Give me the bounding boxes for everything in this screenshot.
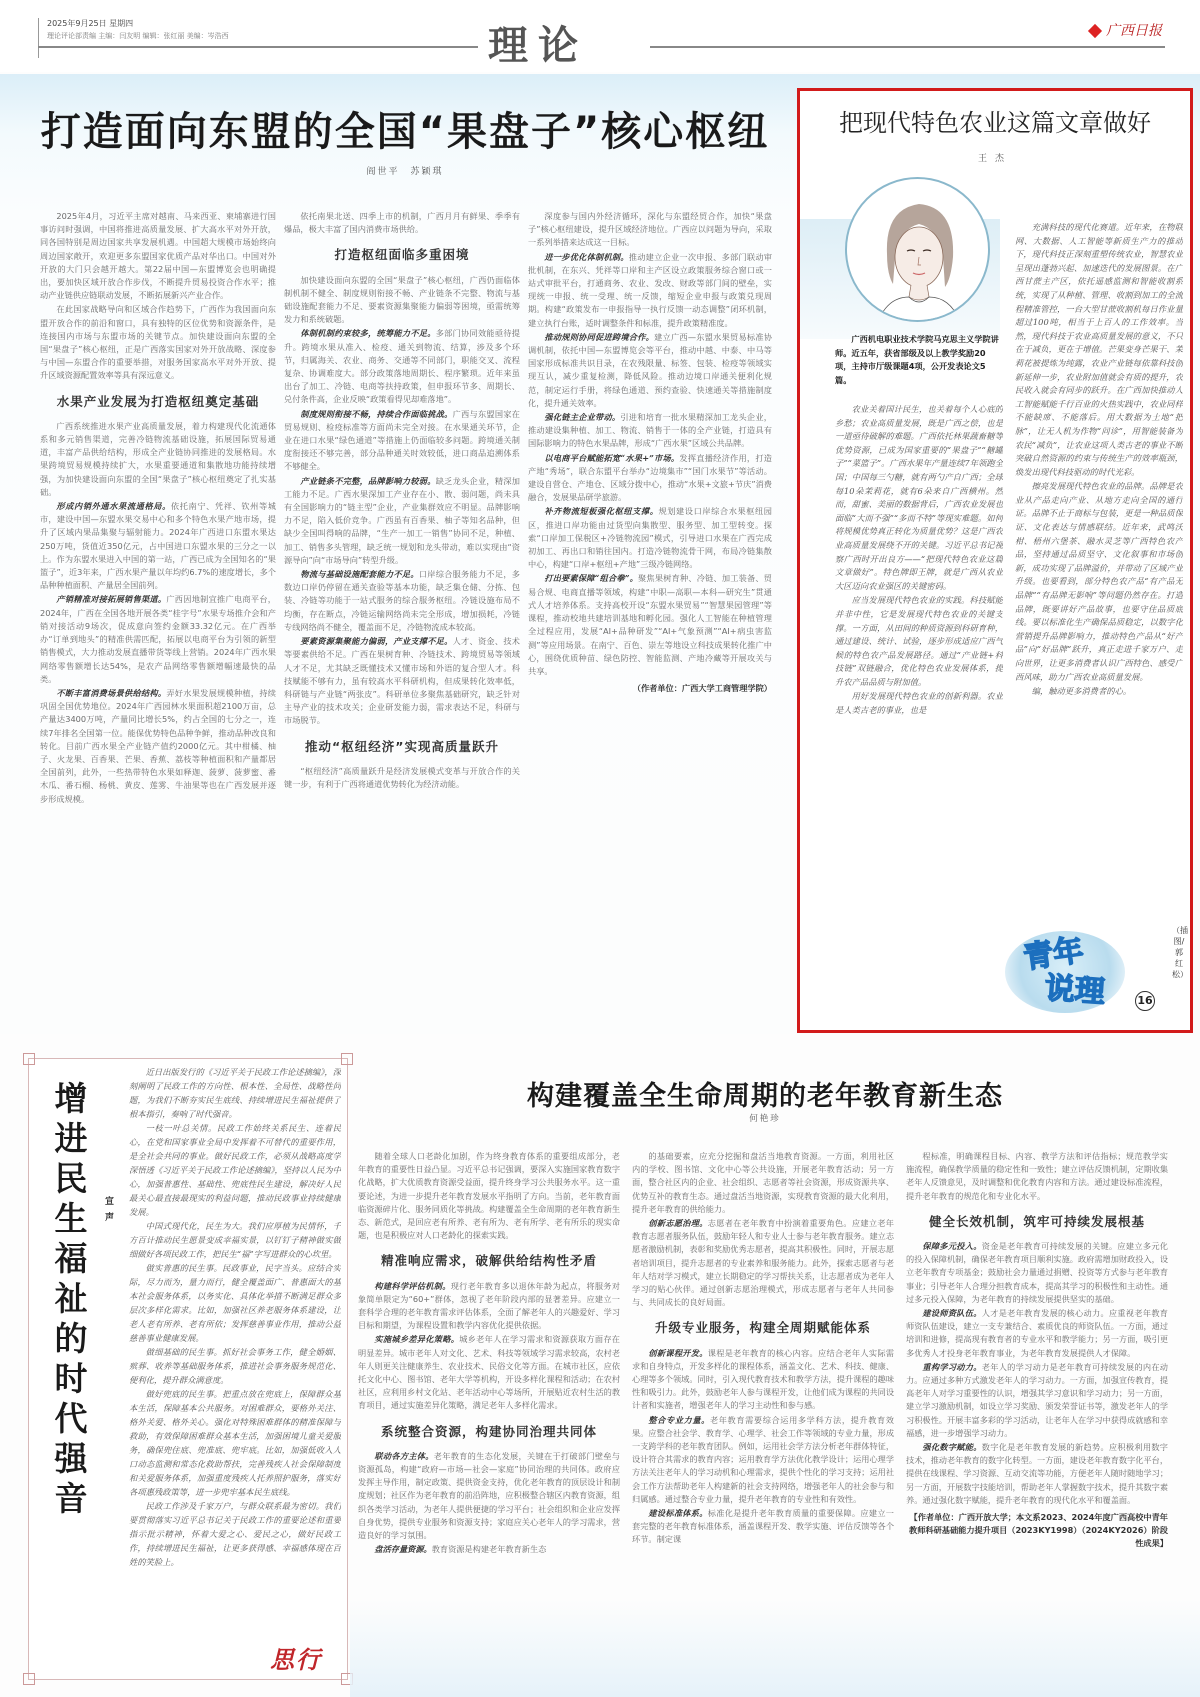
paragraph-text: 标准化是提升老年教育质量的重要保障。应建立一套完整的老年教育标准体系，涵盖课程开发、教学实施、评估反馈等各个环节。制定课 [632, 1508, 894, 1545]
bottom-article-column-3 [906, 1150, 1168, 1690]
newspaper-logo [1090, 20, 1162, 40]
paragraph [528, 572, 772, 678]
paragraph-text: 老年教育需要综合运用多学科方法，提升教育效果。应整合社会学、教育学、心理学、社会工作等领域的专业力量，形成一支跨学科的老年教育团队。例如，运用社会学方法分析老年群体特征，设计符合其需求的教育内容；运用教育学方法优化教学设计；运用心理学方法关注老年人的学习动机和心理需求，提供个性化的学习支持；运用社会工作方法帮助老年人构建新的社会支持网络，增强老年人的社会参与和归属感。通过整合专业力量，提升老年教育的专业性和有效性。 [632, 1414, 894, 1504]
paragraph: 做好兜底的民生事。把重点放在兜底上，保障群众基本生活，保障基本公共服务。对困难群众，要格外关注、格外关爱、格外关心。强化对特殊困难群体的精准保障与救助，有效保障困难群众基本生活，加强困境儿童关爱服务，确保兜住底、兜准底、兜牢底。比如，加强低收入人口动态监测和常态化救助帮扶，完善残疾人社会保障制度和关爱服务体系，加强重度残疾人托养照护服务，落实好各项惠残政策等，进一步兜牢基本民生底线。 [129, 1389, 341, 1497]
paragraph-lead: 以电商平台赋能拓宽“水果+”市场。 [544, 452, 680, 463]
frame-corner-icon [23, 1053, 35, 1065]
author-portrait [845, 177, 990, 322]
paragraph-text: 聚焦果树育种、冷链、加工装备、贸易合规、电商直播等领域，构建“中职—高职—本科—研究生”贯通式人才培养体系。支持高校开设“东盟水果贸易”“智慧果园管理”等课程，推动校地共建培训基地和孵化园。强化人工智能在种植管理全过程应用，发展“AI+品种研发”“AI+气象预测”“AI+病虫害监测”等应用场景。在南宁、百色、崇左等地设立科技成果转化推广中心，围绕优质种苗、绿色防控、智能监测、产地冷藏等开展攻关与共享。 [528, 573, 772, 676]
paragraph-lead: 制度规则衔接不畅，持续合作面临挑战。 [300, 408, 453, 419]
paragraph [358, 1280, 620, 1333]
masthead [0, 0, 1200, 72]
bottom-article-column-1 [358, 1150, 620, 1690]
masthead-rule-left [38, 46, 478, 48]
paragraph [835, 690, 1003, 717]
bottom-article-byline: 何艳珍 [749, 1114, 781, 1124]
section-subheading: 打造枢纽面临多重困境 [334, 247, 470, 263]
illustration-credit: （插图/郭红松） [1172, 926, 1188, 979]
paragraph-lead: 推动规则协同促进跨境合作。 [544, 331, 655, 342]
paragraph-text: 广西系统推进水果产业高质量发展，着力构建现代化流通体系和多元销售渠道，完善冷链物流基础设施，拓展国际贸易通道，丰富产品供给结构，形成全产业链协同推进的发展格局。水果跨境贸易规模持续扩大，水果重要通道和集散地功能持续增强，为加快建设面向东盟的全国“果盘子”核心枢纽奠定了扎实基础。 [40, 420, 276, 497]
editorial-staff: 理论评论部责编 主编：闫友明 编辑：张红丽 美编：岑浩西 [47, 32, 229, 40]
paragraph-text: 人才、资金、技术等要素供给不足。广西在果树育种、冷链技术、跨境贸易等领域人才不足，尤其缺乏既懂技术又懂市场和外语的复合型人才。科技赋能不够有力，虽有较高水平科研机构，但成果转化效率低，科研链与产业链“两张皮”。科研单位多聚焦基础研究，缺乏针对主导产业的技术攻关；企业研发能力弱，需求表达不足，科研与市场脱节。 [284, 636, 520, 726]
paragraph-text: 2025年4月，习近平主席对越南、马来西亚、柬埔寨进行国事访问时强调，中国将推进高质量发展、扩大高水平对外开放，同各国特别是周边国家共享发展机遇。中国超大规模市场始终向周边国家敞开，欢迎更多东盟国家优质产品对华出口。中国对外开放的大门只会越开越大。第22届中国—东盟博览会也明确提出，要加快区域开放合作步伐，不断提升贸易投资合作水平；推动产业链供应链联动发展，不断拓展新兴产业合作。 [40, 211, 276, 301]
frame-corner-icon [341, 1053, 353, 1065]
paragraph-lead: 产销精准对接拓展销售渠道。 [56, 594, 167, 605]
paragraph: 中国式现代化，民生为大。我们应厚植为民情怀，千方百计推动民生愿景变成幸福实景，以钉钉子精神做实做细做好各项民政工作，把民生“福”字写进群众的心坎里。 [129, 1221, 341, 1259]
paragraph [632, 1414, 894, 1506]
paragraph-text: 深度参与国内外经济循环，深化与东盟经贸合作，加快“果盘子”核心枢纽建设，提升区域经济地位。广西应以问题为导向，采取一系列举措来达成这一目标。 [528, 211, 772, 248]
paragraph [358, 1333, 620, 1412]
paragraph [358, 1450, 620, 1542]
paragraph-text: 现行老年教育多以退休年龄为起点，将服务对象简单限定为“60+”群体，忽视了老年阶段内部的显著差异。应建立一套科学合理的老年教育需求评估体系，全面了解老年人的兴趣爱好、学习目标和期望，为课程设置和教学内容优化提供依据。 [358, 1280, 620, 1331]
lead-article-byline: 阎世平 苏颖琪 [366, 167, 444, 177]
paragraph-text: 的基础要素，应充分挖掘和盘活当地教育资源。一方面，利用社区内的学校、图书馆、文化中心等公共设施，开展老年教育活动；另一方面，整合社区内的企业、社会组织、志愿者等社会资源，形成资源共享、优势互补的教育生态。通过盘活当地资源，实现教育资源的最大化利用，提升老年教育的供给能力。 [632, 1151, 894, 1214]
diamond-logo-icon [1088, 24, 1102, 38]
paragraph [284, 635, 520, 727]
paragraph-lead: 盘活存量资源。 [374, 1544, 432, 1555]
paragraph [632, 1217, 894, 1309]
paragraph-text: 弄好水果发展规模种植，持续巩固全国优势地位。2024年广西园林水果面积超2100万亩，总产量达3400万吨，产量同比增长5%，约占全国的七分之一，连续7年排名全国第一位。能保优势特色品种争鲜，推动品种改良和转化。目前广西水果全产业链产值约2000亿元。其中柑橘、柚子、火龙果、百香果、芒果、香蕉、荔枝等种植面积和产量都居全国前列，此外，一些热带特色水果如释迦、菠萝、菠萝蜜、番木瓜、番石榴、杨桃、黄皮、莲雾、牛油果等也在广西发展并逐步形成规模。 [40, 687, 276, 804]
paragraph [906, 1240, 1168, 1306]
paragraph [40, 420, 276, 499]
paragraph [906, 1307, 1168, 1360]
paragraph-lead: 不断丰富消费场景供给结构。 [56, 687, 167, 698]
series-number: 16 [1135, 991, 1155, 1011]
paragraph: 一枝一叶总关情。民政工作始终关系民生、连着民心，在党和国家事业全局中发挥着不可替代的重要作用，是全社会共同的事业。做好民政工作，必须从战略高度学深悟透《习近平关于民政工作论述摘编》，坚持以人民为中心，加强普惠性、基础性、兜底性民生建设，解决好人民最关心最直接最现实的利益问题，推动民政事业持续健康发展。 [129, 1123, 341, 1217]
paragraph [632, 1347, 894, 1413]
paragraph-lead: 创新课程开发。 [648, 1347, 708, 1358]
author-bio: 广西机电职业技术学院马克思主义学院讲师。近五年，获省部级及以上教学奖励20项，主持市厅级课题4项，公开发表论文5篇。 [835, 334, 999, 385]
paragraph-lead: 创新志愿治理。 [648, 1218, 708, 1229]
paragraph-lead: 构建科学评估机制。 [374, 1280, 451, 1291]
paragraph-text: 推动建立企业一次申报、多部门联动审批机制，在东兴、凭祥等口岸和主产区设立政策服务综合窗口或一站式审批平台，打通商务、农业、发改、财政等部门间的壁垒，实现统一申报、统一受理、统一反馈，缩短企业申报与政策兑现周期。构建“政策发布一申报指导一执行反馈一动态调整”闭环机制，建立执行台账，适时调整条件和标准，提升政策精准度。 [528, 251, 772, 328]
featured-column-box [797, 88, 1193, 1033]
paragraph-lead: 打出要素保障“组合拳”。 [544, 573, 639, 584]
paragraph [284, 210, 520, 236]
paragraph-text: 发挥直播经济作用，打造产地“秀场”，联合东盟平台举办“边境集市”“国门水果节”等活动。建设自营仓、产地仓、区域分拨中心，推动“水果+文旅+节庆”消费融合，发展果品研学旅游。 [528, 452, 772, 503]
author-affiliation: （作者单位：广西大学工商管理学院） [632, 683, 772, 694]
paragraph-text: 应当发展现代特色农业的实践。科技赋能并非中性，它是发展现代特色农业的关键支撑。一方面，从田间的种质资源到科研育种，通过建设、统计、试验，逐步形成适应广西气候的特色农产品发展路径。通过“产业链+科技链”双链融合，优化特色农业发展体系，提升农产品品质与附加值。 [835, 595, 1003, 687]
paragraph-text: 编，触动更多消费者的心。 [1031, 686, 1132, 697]
badge-text-line-1: 青年 [1021, 932, 1086, 976]
paragraph: 近日出版发行的《习近平关于民政工作论述摘编》，深刻阐明了民政工作的方向性、根本性、全局性、战略性问题，为我们不断夯实民生底线、持续增进民生福祉提供了根本指引，奏响了时代强音。 [129, 1067, 341, 1119]
section-subheading: 健全长效机制，筑牢可持续发展根基 [928, 1213, 1145, 1229]
paragraph [906, 1150, 1168, 1203]
commentary-body [129, 1065, 341, 1665]
paragraph [40, 687, 276, 806]
paragraph-lead: 联动各方主体。 [374, 1450, 434, 1461]
paragraph-lead: 保障多元投入。 [922, 1241, 982, 1252]
paragraph-text: 依托南果北送、四季上市的机制，广西月月有鲜果、季季有爆品，极大丰富了国内消费市场供给。 [284, 211, 520, 235]
paragraph: 做实普惠的民生事。民政事业，民字当头。应结合实际，尽力而为，量力而行，健全覆盖面广、普惠面大的基本社会服务体系，以务实化、具体化举措不断满足群众多层次多样化需求。比如，加强社区养老服务体系建设，让老人老有所养、老有所依；发挥慈善事业作用，推动公益慈善事业健康发展。 [129, 1263, 341, 1343]
paragraph-text: 广西因地制宜推广电商平台，2024年，广西在全国各地开展各类“桂字号”水果专场推介会和产销对接活动9场次，促成意向签约金额33.32亿元。在广西举办“订单到地头”的精准供需匹配，拓展以电商平台为引领的新型销售模式，大力推动发展直播带货等线上营销。2024年广西水果网络零售额增长达54%，是农产品网络零售额增幅速最快的品类。 [40, 594, 276, 684]
paragraph-text: 建立广西—东盟水果贸易标准协调机制，依托中国—东盟博览会等平台，推动中越、中泰、中马等国家形成标准共识目录，在农残限量、标签、包装、检疫等领域实现互认，减少重复检测，降低风险。推动边境口岸通关便利化规范，制定运行手册，将绿色通道、预约查验、快速通关等措施制度化，提升通关效率。 [528, 331, 772, 408]
paragraph-lead: 补齐物流短板强化枢纽支撑。 [544, 506, 659, 517]
paragraph-text: 人才是老年教育发展的核心动力。应重视老年教育师资队伍建设，建立一支专兼结合、素质优良的师资队伍。一方面，通过培训和进修，提高现有教育者的专业水平和教学能力；另一方面，吸引更多优秀人才投身老年教育事业，为老年教育发展提供人才保障。 [906, 1308, 1168, 1358]
masthead-rule-right [650, 46, 1165, 48]
paragraph-lead: 进一步优化体制机制。 [544, 251, 629, 262]
paragraph [1015, 221, 1183, 479]
paragraph-lead: 整合专业力量。 [648, 1414, 710, 1425]
paragraph [632, 1507, 894, 1547]
paragraph-lead: 强化链主企业带动。 [544, 412, 621, 423]
paragraph: 做细基础的民生事。抓好社会事务工作，健全婚姻、殡葬、收养等基础服务体系，推进社会事务服务规范化、便利化，提升群众满意度。 [129, 1347, 341, 1385]
paragraph: 民政工作涉及千家万户，与群众联系最为密切。我们要贯彻落实习近平总书记关于民政工作的重要论述和重要指示批示精神，怀着大爱之心、爱民之心，做好民政工作，持续增进民生福祉，让更多获得感、幸福感体现在百姓的笑脸上。 [129, 1501, 341, 1567]
paragraph-text: “枢纽经济”高质量跃升是经济发展模式变革与开放合作的关键一步，有利于广西将通道优势转化为经济动能。 [284, 765, 520, 789]
lead-article-column-1 [40, 210, 276, 1020]
paragraph-lead: 实施城乡差异化策略。 [374, 1334, 460, 1345]
paragraph [906, 1441, 1168, 1507]
paragraph-text: 依托南宁、凭祥、钦州等城市，建设中国—东盟水果交易中心和多个特色水果产地市场，提升了区域内果品集聚与辐射能力。2024年广西进口东盟水果达250万吨，货值近350亿元，占中国进口东盟水果的三分之一以上。作为东盟水果进入中国的第一站，广西已成为全国知名的“果篮子”，近3年来，广西水果产量以年均约6.7%的速度增长，多个品种种植面积、产量居全国前列。 [40, 501, 276, 591]
paragraph-text: 老年教育的生态化发展，关键在于打破部门壁垒与资源孤岛，构建“政府—市场—社会—家庭”协同治理的共同体。政府应发挥主导作用，制定政策、提供资金支持，优化老年教育的顶层设计和制度规划；社区作为老年教育的前沿阵地，应积极整合辖区内教育资源，组织各类学习活动，为老年人提供便捷的学习平台；社会组织和企业应发挥自身优势，提供专业服务和资源支持；家庭应关心老年人的学习需求，营造良好的学习氛围。 [358, 1450, 620, 1541]
commentary-frame [28, 1058, 348, 1680]
author-affiliation: 【作者单位：广西开放大学；本文系2023、2024年度广西高校中青年教师科研基础能力提升项目（2023KY1998）（2024KY2026）阶段性成果】 [909, 1512, 1168, 1549]
paragraph-lead: 强化数字赋能。 [922, 1442, 982, 1453]
paragraph-lead: 要素资源集聚能力偏弱，产业支撑不足。 [300, 636, 453, 647]
featured-article-author: 王杰 [977, 154, 1012, 164]
paragraph-text: 教育资源是构建老年教育新生态 [431, 1544, 547, 1555]
portrait-sketch-icon [847, 179, 990, 322]
paragraph [284, 568, 520, 634]
paragraph-text: 资金是老年教育可持续发展的关键。应建立多元化的投入保障机制，确保老年教育项目顺利实施。政府需增加财政投入，设立老年教育专项基金；鼓励社会力量通过捐赠、投资等方式参与老年教育事业；引导老年人合理分担教育成本，提高其学习的积极性和主动性。通过多元投入保障，为老年教育的持续发展提供坚实的基础。 [906, 1241, 1168, 1304]
paragraph-text: 课程是老年教育的核心内容。应结合老年人实际需求和自身特点，开发多样化的课程体系，涵盖文化、艺术、科技、健康、心理等多个领域。同时，引入现代教育技术和教学方法，提升课程的趣味性和吸引力。此外，鼓励老年人参与课程开发，让他们成为课程的共同设计者和实施者，增强老年人的学习主动性和参与感。 [632, 1347, 894, 1411]
paragraph [528, 411, 772, 451]
paragraph-text: 广西与东盟国家在贸易规则、检疫标准等方面尚未完全对接。在水果通关环节，企业在进口水果“绿色通道”等措施上仍面临较多问题。跨境通关制度衔接还不够完善，部分品种通关时效较低，进口商品追溯体系不够健全。 [284, 408, 520, 472]
paragraph-text: 缺乏龙头企业，精深加工能力不足。广西水果深加工产业存在小、散、弱问题，尚未具有全国影响力的“链主型”企业，产业集群效应不明显。品牌影响力不足，陷入低价竞争。广西虽有百香果、柚子等知名品种，但缺少全国叫得响的品牌，“生产一加工一销售”协同不足，种植、加工、销售多头管理，缺乏统一规划和龙头带动，难以实现由“资源导向”向“市场导向”转型升级。 [284, 475, 520, 565]
section-subheading: 升级专业服务，构建全周期赋能体系 [654, 1320, 871, 1336]
commentary-title: 增进民生福祉的时代强音 [54, 1079, 88, 1518]
paragraph [528, 505, 772, 571]
section-subheading: 系统整合资源，构建协同治理共同体 [380, 1423, 597, 1439]
paragraph [528, 452, 772, 505]
paragraph-text: 农业关着国计民生，也关着每个人心底的乡愁；农业高质量发展，既是广西之偿，也是一道亟待破解的难题。广西依托林果蔬畜糖等优势资源，已成为国家重要的“果盘子”“糖罐子”“菜篮子”。广西水果年产量连续7年领跑全国；中国每三勺糖，就有两勺产自广西；全球每10朵茉莉花，就有6朵来自广西横州。然而，甜蜜、美丽的数据背后，广西农业发展也面临“大而不强”“多而不特”等现实难题。如何将规模优势真正转化为质量优势？这是广西农业高质量发展绕不开的关键。习近平总书记视察广西时开出良方——“把现代特色农业这篇文章做好”。特色牌即王牌，就是广西从农业大区迈向农业强区的关键密码。 [835, 404, 1003, 591]
paragraph-text: 用好发展现代特色农业的创新利器。农业是人类古老的事业，也是 [835, 691, 1003, 716]
issue-meta [38, 18, 229, 58]
paragraph-text: 充满科技的现代化赛道。近年来，在物联网、大数据、人工智能等新质生产力的推动下，现代科技正深刻重塑传统农业，智慧农业呈现出蓬勃兴起、加速迭代的发展图景。在广西甘蔗主产区，依托遥感监测和智能收割系统，实现了从种植、管理、收割到加工的全流程精准管控，一台大型甘蔗收割机每日作业量超过100吨，相当于上百人的工作效率。当然，现代科技于农业高质量发展的意义，不只在于减负，更在于增值。芒果变身芒果干、茉莉花被提炼为纯露，农业产业链每依靠科技创新延伸一步，农业附加值就会有质的提升，农民收入就会有同步的跃升。在广西加快推动人工智能赋能千行百业的火热实践中，农业同样不能缺席、不能落后。用大数据为土地“把脉”，让无人机为作物“问诊”，用智能装备为农民“减负”，让农业这项人类古老的事业不断突破自然资源的约束与传统生产的效率瓶颈，焕发出现代科技驱动的时代光彩。 [1015, 222, 1183, 477]
paragraph [528, 210, 772, 250]
section-subheading: 水果产业发展为打造枢纽奠定基础 [56, 393, 260, 409]
paragraph [284, 327, 520, 406]
paragraph-lead: 体制机制约束较多，统筹能力不足。 [300, 328, 436, 339]
section-subheading: 精准响应需求，破解供给结构性矛盾 [380, 1253, 597, 1269]
paragraph [40, 303, 276, 382]
paragraph [284, 274, 520, 327]
paragraph [835, 403, 1003, 593]
paragraph-lead: 产业链条不完整，品牌影响力较弱。 [300, 475, 436, 486]
paragraph-text: 加快建设面向东盟的全国“果盘子”核心枢纽，广西仍面临体制机制不健全、制度规则衔接不畅、产业链条不完整、物流与基础设施配套能力不足、要素资源集聚能力偏弱等困境，亟需统筹发力和系统破题。 [284, 274, 520, 325]
youth-talk-badge [1005, 925, 1165, 1020]
paragraph [284, 408, 520, 474]
paragraph-text: 擦亮发展现代特色农业的品牌。品牌是农业从产品走向产业、从地方走向全国的通行证。品牌不止于商标与包装，更是一种品质保证、文化表达与情感联结。近年来，武鸣沃柑、梧州六堡茶、融水灵芝等广西特色农产品，坚持通过品质坚守、文化叙事和市场创新，成功实现了品牌溢价，并带动了区域产业升级。也要看到，部分特色农产品“有产品无品牌”“有品牌无影响”等问题仍然存在。打造品牌，既要讲好产品故事，也要守住品质底线。要以标准化生产确保品质稳定，以数字化营销提升品牌影响力，推动特色产品从“好产品”向“好品牌”跃升，真正走进千家万户、走向世界，让更多消费者认识广西特色、感受广西风味，助力广西农业高质量发展。 [1015, 481, 1183, 682]
paragraph-lead: 形成内销外通水果流通格局。 [56, 501, 171, 512]
paragraph-text: 程标准，明确课程目标、内容、教学方法和评估指标；规范教学实施流程，确保教学质量的稳定性和一致性；建立评估反馈机制，定期收集老年人反馈意见，及时调整和优化教育内容和方法。通过建设标准流程，提升老年教育的规范化和专业化水平。 [906, 1151, 1168, 1201]
paragraph [40, 210, 276, 302]
paragraph-text: 在此国家战略导向和区域合作趋势下，广西作为我国面向东盟开放合作的前沿和窗口，具有独特的区位优势和资源条件，是连接国内市场与东盟市场的关键节点。加快建设面向东盟的全国“果盘子”核心枢纽，正是广西落实国家对外开放战略、深度参与中国—东盟合作的重要举措，对服务国家高水平对外开放、提升区域资源配置效率等具有深远意义。 [40, 304, 276, 381]
paragraph [906, 1361, 1168, 1440]
paragraph-text: 城乡老年人在学习需求和资源获取方面存在明显差异。城市老年人对文化、艺术、科技等领域学习需求较高，农村老年人则更关注健康养生、农业技术、民俗文化等方面。在城市社区，应依托文化中心、图书馆、老年大学等机构，开设多样化课程和活动；在农村社区，应利用乡村文化站、老年活动中心等场所，开展贴近农村生活的教育项目，通过实施差异化策略，满足老年人多样化需求。 [358, 1334, 620, 1411]
paragraph [358, 1150, 620, 1242]
frame-corner-icon [23, 1673, 35, 1685]
bottom-article-column-2 [632, 1150, 894, 1690]
paragraph-lead: 重构学习动力。 [922, 1361, 982, 1372]
paragraph-text: 志愿者在老年教育中扮演着重要角色。应建立老年教育志愿者服务队伍，鼓励年轻人和专业人士参与老年教育服务。建立志愿者激励机制，表彰和奖励优秀志愿者，提高其积极性。同时，开展志愿者培训项目，提升志愿者的专业素养和服务能力。此外，探索志愿者与老年人结对学习模式，建立长期稳定的学习帮扶关系，让志愿者成为老年人学习的贴心伙伴。通过创新志愿治理模式，形成志愿者与老年人共同参与、共同成长的良好局面。 [632, 1218, 894, 1308]
paragraph [358, 1543, 620, 1556]
paragraph [284, 765, 520, 791]
paragraph-text: 口岸综合服务能力不足，多数边口岸仍停留在通关查验等基本功能，缺乏集仓储、分拣、包装、冷链等功能于一站式服务的综合服务枢纽。冷链设施布局不均衡，存在断点，冷链运输网络尚未完全形成，增加损耗，冷链专线网络尚不健全，覆盖面不足，冷链物流成本较高。 [284, 569, 520, 632]
featured-article-column-1 [835, 403, 1003, 1023]
column-logo-sixing: 思行 [270, 1645, 322, 1674]
lead-article-title: 打造面向东盟的全国“果盘子”核心枢纽 [40, 109, 770, 155]
commentary-author: 宣声 [105, 1197, 115, 1223]
lead-article-column-3 [528, 210, 772, 1020]
paragraph [835, 594, 1003, 689]
paragraph [40, 500, 276, 592]
paragraph-text: 多部门协同效能亟待提升。跨境水果从准入、检疫、通关到物流、结算，涉及多个环节，归属海关、农业、商务、交通等不同部门，职能交叉、流程复杂、协调难度大。部分政策落地周期长、程序繁琐。近年来虽出台了加工、冷链、电商等扶持政策，但申报环节多、周期长、兑付条件高，企业反映“政策看得见却难落地”。 [284, 328, 520, 405]
paragraph [632, 1150, 894, 1216]
newspaper-name: 广西日报 [1106, 23, 1162, 39]
paragraph-text: 随着全球人口老龄化加剧，作为终身教育体系的重要组成部分，老年教育的重要性日益凸显。习近平总书记强调，要深入实施国家教育数字化战略，扩大优质教育资源受益面，提升终身学习公共服务水平。这一重要论述，为进一步提升老年教育发展水平指明了方向。当前，老年教育面临资源碎片化、服务同质化等挑战。构建覆盖全生命周期的老年教育新生态、新范式，是回应老有所养、老有所为、老有所学、老有所乐的现实命题，也是积极应对人口老龄化的探索实践。 [358, 1151, 620, 1241]
paragraph-lead: 建设标准体系。 [648, 1508, 708, 1519]
paragraph-text: 引进和培育一批水果精深加工龙头企业，推动建设集种植、加工、物流、销售于一体的全产业链，打造具有国际影响力的特色水果品牌，形成“广西水果”区域公共品牌。 [528, 412, 772, 449]
section-title: 理论 [488, 22, 588, 69]
paragraph-text: 规划建设口岸综合水果枢纽园区，推进口岸功能由过货型向集散型、服务型、加工型转变。探索“口岸加工保税区+冷链物流园”模式，引导进口水果在广西完成初加工、再出口和销往国内。打造冷链物流骨干网，布局冷链集散中心，构建“口岸+枢纽+产地”三级冷链网络。 [528, 506, 772, 570]
paragraph [528, 331, 772, 410]
featured-article-column-2 [1015, 221, 1183, 911]
paragraph-lead: 物流与基础设施配套能力不足。 [300, 569, 419, 580]
lead-article-column-2 [284, 210, 520, 1020]
bottom-article-title: 构建覆盖全生命周期的老年教育新生态 [527, 1081, 1003, 1112]
paragraph-lead: 建设师资队伍。 [922, 1308, 982, 1319]
paragraph [528, 251, 772, 330]
section-subheading: 推动“枢纽经济”实现高质量跃升 [305, 738, 499, 754]
badge-text-line-2: 说理 [1043, 970, 1106, 1011]
paragraph [40, 593, 276, 685]
issue-date: 2025年9月25日 星期四 [47, 19, 134, 28]
paragraph [1015, 685, 1183, 699]
paragraph-text: 数字化是老年教育发展的新趋势。应积极利用数字技术，推动老年教育的数字化转型。一方面，建设老年教育数字化平台，提供在线课程、学习资源、互动交流等功能，方便老年人随时随地学习；另一方面，开展数字技能培训，帮助老年人掌握数字技术，提升其数字素养。通过强化数字赋能，提升老年教育的现代化水平和覆盖面。 [906, 1442, 1168, 1505]
paragraph [284, 475, 520, 567]
paragraph [1015, 480, 1183, 684]
paragraph-text: 老年人的学习动力是老年教育可持续发展的内在动力。应通过多种方式激发老年人的学习动力。一方面，加强宣传教育，提高老年人对学习重要性的认识，增强其学习意识和学习动力；另一方面，建立学习激励机制，如设立学习奖励、颁发荣誉证书等，激发老年人的学习积极性。开展丰富多彩的学习活动，让老年人在学习中获得成就感和幸福感，进一步增强学习动力。 [906, 1361, 1168, 1438]
featured-article-title: 把现代特色农业这篇文章做好 [839, 109, 1151, 137]
